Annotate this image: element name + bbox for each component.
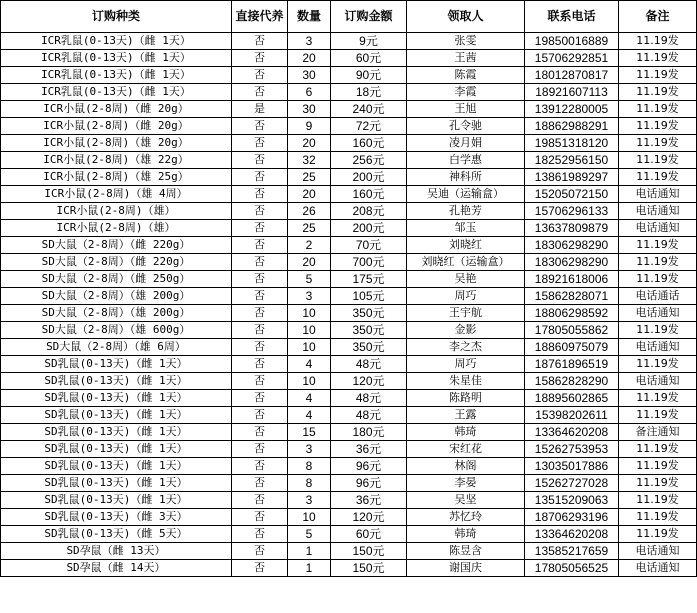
cell-quantity: 1 [288, 560, 331, 577]
cell-amount: 70元 [331, 237, 407, 254]
cell-recipient: 陈霞 [407, 67, 525, 84]
cell-amount: 200元 [331, 169, 407, 186]
cell-direct-care: 否 [232, 220, 288, 237]
table-row [1, 560, 697, 577]
cell-remark: 电话通话 [619, 288, 697, 305]
cell-recipient: 王露 [407, 407, 525, 424]
cell-phone: 18706293196 [525, 509, 619, 526]
cell-direct-care: 否 [232, 271, 288, 288]
cell-quantity: 10 [288, 322, 331, 339]
cell-order-type: ICR小鼠(2-8周)（雄） [1, 220, 232, 237]
cell-recipient: 周巧 [407, 288, 525, 305]
cell-remark: 电话通知 [619, 305, 697, 322]
cell-remark: 电话通知 [619, 543, 697, 560]
cell-amount: 48元 [331, 390, 407, 407]
cell-quantity: 1 [288, 543, 331, 560]
cell-remark: 11.19发 [619, 526, 697, 543]
table-row [1, 441, 697, 458]
cell-phone: 18921607113 [525, 84, 619, 101]
cell-recipient: 周巧 [407, 356, 525, 373]
cell-amount: 350元 [331, 339, 407, 356]
cell-remark: 11.19发 [619, 135, 697, 152]
cell-phone: 13585217659 [525, 543, 619, 560]
table-body [1, 33, 697, 577]
cell-remark: 11.19发 [619, 50, 697, 67]
header-phone: 联系电话 [525, 1, 619, 33]
cell-recipient: 王宇航 [407, 305, 525, 322]
cell-direct-care: 否 [232, 169, 288, 186]
cell-order-type: ICR小鼠(2-8周)（雌 20g） [1, 118, 232, 135]
cell-order-type: ICR小鼠(2-8周)（雄 20g） [1, 135, 232, 152]
cell-quantity: 20 [288, 50, 331, 67]
cell-amount: 180元 [331, 424, 407, 441]
cell-recipient: 白学惠 [407, 152, 525, 169]
cell-order-type: SD孕鼠（雌 13天） [1, 543, 232, 560]
table-row [1, 254, 697, 271]
cell-order-type: SD乳鼠(0-13天)（雌 1天） [1, 356, 232, 373]
cell-amount: 120元 [331, 509, 407, 526]
cell-direct-care: 否 [232, 526, 288, 543]
cell-remark: 电话通知 [619, 560, 697, 577]
cell-remark: 11.19发 [619, 271, 697, 288]
cell-remark: 11.19发 [619, 407, 697, 424]
table-row [1, 169, 697, 186]
cell-direct-care: 否 [232, 203, 288, 220]
cell-recipient: 谢国庆 [407, 560, 525, 577]
cell-phone: 15398202611 [525, 407, 619, 424]
cell-remark: 电话通知 [619, 186, 697, 203]
cell-direct-care: 否 [232, 441, 288, 458]
table-row [1, 118, 697, 135]
table-row [1, 373, 697, 390]
cell-phone: 13861989297 [525, 169, 619, 186]
cell-quantity: 20 [288, 254, 331, 271]
cell-order-type: SD乳鼠(0-13天)（雌 1天） [1, 373, 232, 390]
cell-direct-care: 否 [232, 373, 288, 390]
table-row [1, 271, 697, 288]
cell-quantity: 3 [288, 441, 331, 458]
cell-phone: 15706292851 [525, 50, 619, 67]
cell-remark: 备注通知 [619, 424, 697, 441]
cell-quantity: 4 [288, 356, 331, 373]
cell-quantity: 20 [288, 186, 331, 203]
header-quantity: 数量 [288, 1, 331, 33]
cell-amount: 208元 [331, 203, 407, 220]
cell-remark: 11.19发 [619, 67, 697, 84]
cell-quantity: 10 [288, 509, 331, 526]
cell-quantity: 10 [288, 373, 331, 390]
cell-remark: 11.19发 [619, 322, 697, 339]
cell-direct-care: 否 [232, 390, 288, 407]
cell-direct-care: 是 [232, 101, 288, 118]
cell-amount: 175元 [331, 271, 407, 288]
cell-direct-care: 否 [232, 118, 288, 135]
cell-amount: 105元 [331, 288, 407, 305]
cell-order-type: ICR乳鼠(0-13天)（雌 1天） [1, 50, 232, 67]
cell-direct-care: 否 [232, 356, 288, 373]
table-row [1, 50, 697, 67]
cell-phone: 18761896519 [525, 356, 619, 373]
cell-order-type: ICR小鼠(2-8周)（雄 4周） [1, 186, 232, 203]
cell-direct-care: 否 [232, 305, 288, 322]
cell-remark: 11.19发 [619, 169, 697, 186]
cell-quantity: 25 [288, 169, 331, 186]
cell-phone: 13364620208 [525, 526, 619, 543]
cell-direct-care: 否 [232, 186, 288, 203]
cell-quantity: 8 [288, 458, 331, 475]
cell-phone: 18252956150 [525, 152, 619, 169]
cell-remark: 11.19发 [619, 356, 697, 373]
cell-amount: 160元 [331, 135, 407, 152]
cell-remark: 11.19发 [619, 33, 697, 50]
cell-order-type: SD乳鼠(0-13天)（雌 1天） [1, 492, 232, 509]
cell-direct-care: 否 [232, 543, 288, 560]
table-row [1, 305, 697, 322]
table-row [1, 390, 697, 407]
cell-direct-care: 否 [232, 50, 288, 67]
table-row [1, 509, 697, 526]
cell-quantity: 4 [288, 390, 331, 407]
cell-recipient: 吴坚 [407, 492, 525, 509]
cell-recipient: 林阁 [407, 458, 525, 475]
cell-order-type: SD乳鼠(0-13天)（雌 1天） [1, 441, 232, 458]
header-row [1, 1, 697, 33]
cell-remark: 11.19发 [619, 458, 697, 475]
cell-phone: 13364620208 [525, 424, 619, 441]
cell-remark: 11.19发 [619, 441, 697, 458]
header-recipient: 领取人 [407, 1, 525, 33]
cell-remark: 11.19发 [619, 492, 697, 509]
cell-order-type: ICR乳鼠(0-13天)（雌 1天） [1, 33, 232, 50]
cell-order-type: SD大鼠（2-8周）（雌 250g） [1, 271, 232, 288]
cell-phone: 18306298290 [525, 254, 619, 271]
cell-recipient: 孔艳芳 [407, 203, 525, 220]
table-row [1, 237, 697, 254]
cell-recipient: 李之杰 [407, 339, 525, 356]
cell-quantity: 2 [288, 237, 331, 254]
cell-recipient: 金影 [407, 322, 525, 339]
cell-amount: 150元 [331, 543, 407, 560]
cell-direct-care: 否 [232, 322, 288, 339]
cell-direct-care: 否 [232, 84, 288, 101]
cell-phone: 13035017886 [525, 458, 619, 475]
header-order-type: 订购种类 [1, 1, 232, 33]
cell-amount: 48元 [331, 356, 407, 373]
cell-phone: 15262753953 [525, 441, 619, 458]
table-row [1, 492, 697, 509]
cell-direct-care: 否 [232, 33, 288, 50]
cell-phone: 19850016889 [525, 33, 619, 50]
cell-quantity: 25 [288, 220, 331, 237]
cell-recipient: 李晏 [407, 475, 525, 492]
cell-recipient: 朱星佳 [407, 373, 525, 390]
cell-recipient: 刘晓红 [407, 237, 525, 254]
cell-quantity: 5 [288, 271, 331, 288]
cell-order-type: SD大鼠（2-8周）（雌 220g） [1, 237, 232, 254]
cell-phone: 15205072150 [525, 186, 619, 203]
cell-recipient: 张雯 [407, 33, 525, 50]
cell-order-type: SD乳鼠(0-13天)（雌 1天） [1, 475, 232, 492]
cell-recipient: 韩琦 [407, 424, 525, 441]
cell-quantity: 10 [288, 339, 331, 356]
cell-phone: 18860975079 [525, 339, 619, 356]
cell-direct-care: 否 [232, 407, 288, 424]
cell-remark: 11.19发 [619, 101, 697, 118]
cell-amount: 60元 [331, 50, 407, 67]
cell-direct-care: 否 [232, 254, 288, 271]
cell-remark: 11.19发 [619, 475, 697, 492]
cell-quantity: 3 [288, 33, 331, 50]
cell-order-type: ICR小鼠(2-8周)（雄 25g） [1, 169, 232, 186]
cell-quantity: 30 [288, 101, 331, 118]
cell-amount: 90元 [331, 67, 407, 84]
cell-order-type: SD大鼠（2-8周）（雄 200g） [1, 305, 232, 322]
cell-recipient: 宋红花 [407, 441, 525, 458]
cell-amount: 150元 [331, 560, 407, 577]
cell-quantity: 9 [288, 118, 331, 135]
cell-order-type: SD孕鼠（雌 14天） [1, 560, 232, 577]
table-row [1, 220, 697, 237]
cell-order-type: SD乳鼠(0-13天)（雌 1天） [1, 390, 232, 407]
cell-remark: 电话通知 [619, 339, 697, 356]
table-row [1, 526, 697, 543]
cell-recipient: 刘晓红（运输盒） [407, 254, 525, 271]
cell-remark: 11.19发 [619, 152, 697, 169]
cell-recipient: 孔令驰 [407, 118, 525, 135]
cell-direct-care: 否 [232, 475, 288, 492]
cell-phone: 17805055862 [525, 322, 619, 339]
cell-order-type: SD乳鼠(0-13天)（雌 5天） [1, 526, 232, 543]
cell-order-type: SD乳鼠(0-13天)（雌 1天） [1, 407, 232, 424]
table-row [1, 356, 697, 373]
cell-quantity: 3 [288, 492, 331, 509]
cell-recipient: 吴艳 [407, 271, 525, 288]
table-row [1, 33, 697, 50]
cell-amount: 96元 [331, 475, 407, 492]
cell-order-type: SD乳鼠(0-13天)（雌 1天） [1, 458, 232, 475]
cell-quantity: 10 [288, 305, 331, 322]
cell-remark: 11.19发 [619, 390, 697, 407]
cell-direct-care: 否 [232, 67, 288, 84]
table-row [1, 407, 697, 424]
cell-direct-care: 否 [232, 339, 288, 356]
cell-remark: 电话通知 [619, 373, 697, 390]
cell-remark: 电话通知 [619, 203, 697, 220]
cell-recipient: 陈昱含 [407, 543, 525, 560]
table-row [1, 424, 697, 441]
table-row [1, 339, 697, 356]
cell-amount: 256元 [331, 152, 407, 169]
cell-amount: 200元 [331, 220, 407, 237]
cell-phone: 18862988291 [525, 118, 619, 135]
cell-amount: 9元 [331, 33, 407, 50]
cell-direct-care: 否 [232, 424, 288, 441]
cell-recipient: 苏忆玲 [407, 509, 525, 526]
cell-amount: 240元 [331, 101, 407, 118]
cell-phone: 19851318120 [525, 135, 619, 152]
cell-recipient: 王茜 [407, 50, 525, 67]
cell-quantity: 15 [288, 424, 331, 441]
cell-amount: 72元 [331, 118, 407, 135]
cell-amount: 350元 [331, 305, 407, 322]
cell-amount: 48元 [331, 407, 407, 424]
cell-order-type: SD大鼠（2-8周）（雄 600g） [1, 322, 232, 339]
cell-order-type: ICR乳鼠(0-13天)（雌 1天） [1, 84, 232, 101]
cell-recipient: 神科所 [407, 169, 525, 186]
cell-remark: 11.19发 [619, 237, 697, 254]
cell-quantity: 32 [288, 152, 331, 169]
table-row [1, 475, 697, 492]
table-row [1, 543, 697, 560]
cell-order-type: ICR乳鼠(0-13天)（雌 1天） [1, 67, 232, 84]
cell-direct-care: 否 [232, 288, 288, 305]
cell-quantity: 3 [288, 288, 331, 305]
cell-phone: 18806298592 [525, 305, 619, 322]
cell-phone: 13637809879 [525, 220, 619, 237]
cell-phone: 18921618006 [525, 271, 619, 288]
cell-recipient: 凌月娟 [407, 135, 525, 152]
cell-phone: 13515209063 [525, 492, 619, 509]
cell-phone: 18012870817 [525, 67, 619, 84]
cell-amount: 700元 [331, 254, 407, 271]
cell-order-type: ICR小鼠(2-8周)（雄 22g） [1, 152, 232, 169]
cell-quantity: 4 [288, 407, 331, 424]
table-row [1, 101, 697, 118]
header-amount: 订购金额 [331, 1, 407, 33]
cell-recipient: 韩琦 [407, 526, 525, 543]
cell-direct-care: 否 [232, 560, 288, 577]
table-row [1, 288, 697, 305]
cell-phone: 18895602865 [525, 390, 619, 407]
cell-amount: 36元 [331, 441, 407, 458]
cell-amount: 160元 [331, 186, 407, 203]
table-row [1, 152, 697, 169]
cell-quantity: 26 [288, 203, 331, 220]
table-row [1, 203, 697, 220]
cell-order-type: SD乳鼠(0-13天)（雌 1天） [1, 424, 232, 441]
cell-direct-care: 否 [232, 492, 288, 509]
cell-quantity: 5 [288, 526, 331, 543]
table-row [1, 458, 697, 475]
cell-phone: 13912280005 [525, 101, 619, 118]
header-remark: 备注 [619, 1, 697, 33]
cell-phone: 15262727028 [525, 475, 619, 492]
cell-remark: 电话通知 [619, 220, 697, 237]
table-row [1, 67, 697, 84]
cell-amount: 60元 [331, 526, 407, 543]
cell-remark: 11.19发 [619, 509, 697, 526]
cell-remark: 11.19发 [619, 254, 697, 271]
header-direct-care: 直接代养 [232, 1, 288, 33]
cell-direct-care: 否 [232, 237, 288, 254]
cell-direct-care: 否 [232, 152, 288, 169]
cell-phone: 17805056525 [525, 560, 619, 577]
cell-amount: 18元 [331, 84, 407, 101]
cell-order-type: ICR小鼠(2-8周)（雌 20g） [1, 101, 232, 118]
cell-remark: 11.19发 [619, 118, 697, 135]
cell-amount: 36元 [331, 492, 407, 509]
cell-recipient: 李霞 [407, 84, 525, 101]
cell-remark: 11.19发 [619, 84, 697, 101]
cell-phone: 15862828290 [525, 373, 619, 390]
table-row [1, 186, 697, 203]
cell-amount: 96元 [331, 458, 407, 475]
cell-direct-care: 否 [232, 509, 288, 526]
cell-amount: 350元 [331, 322, 407, 339]
cell-direct-care: 否 [232, 458, 288, 475]
cell-phone: 15862828071 [525, 288, 619, 305]
cell-order-type: SD大鼠（2-8周）（雄 6周） [1, 339, 232, 356]
cell-order-type: SD乳鼠(0-13天)（雌 3天） [1, 509, 232, 526]
table-row [1, 135, 697, 152]
cell-recipient: 陈路明 [407, 390, 525, 407]
cell-quantity: 6 [288, 84, 331, 101]
table-row [1, 322, 697, 339]
table-row [1, 84, 697, 101]
cell-order-type: SD大鼠（2-8周）（雄 200g） [1, 288, 232, 305]
cell-recipient: 吴迪（运输盒） [407, 186, 525, 203]
cell-phone: 15706296133 [525, 203, 619, 220]
cell-quantity: 30 [288, 67, 331, 84]
cell-recipient: 邹玉 [407, 220, 525, 237]
cell-quantity: 20 [288, 135, 331, 152]
cell-quantity: 8 [288, 475, 331, 492]
cell-order-type: ICR小鼠(2-8周)（雄） [1, 203, 232, 220]
cell-order-type: SD大鼠（2-8周）（雌 220g） [1, 254, 232, 271]
cell-direct-care: 否 [232, 135, 288, 152]
cell-phone: 18306298290 [525, 237, 619, 254]
cell-amount: 120元 [331, 373, 407, 390]
cell-recipient: 王旭 [407, 101, 525, 118]
